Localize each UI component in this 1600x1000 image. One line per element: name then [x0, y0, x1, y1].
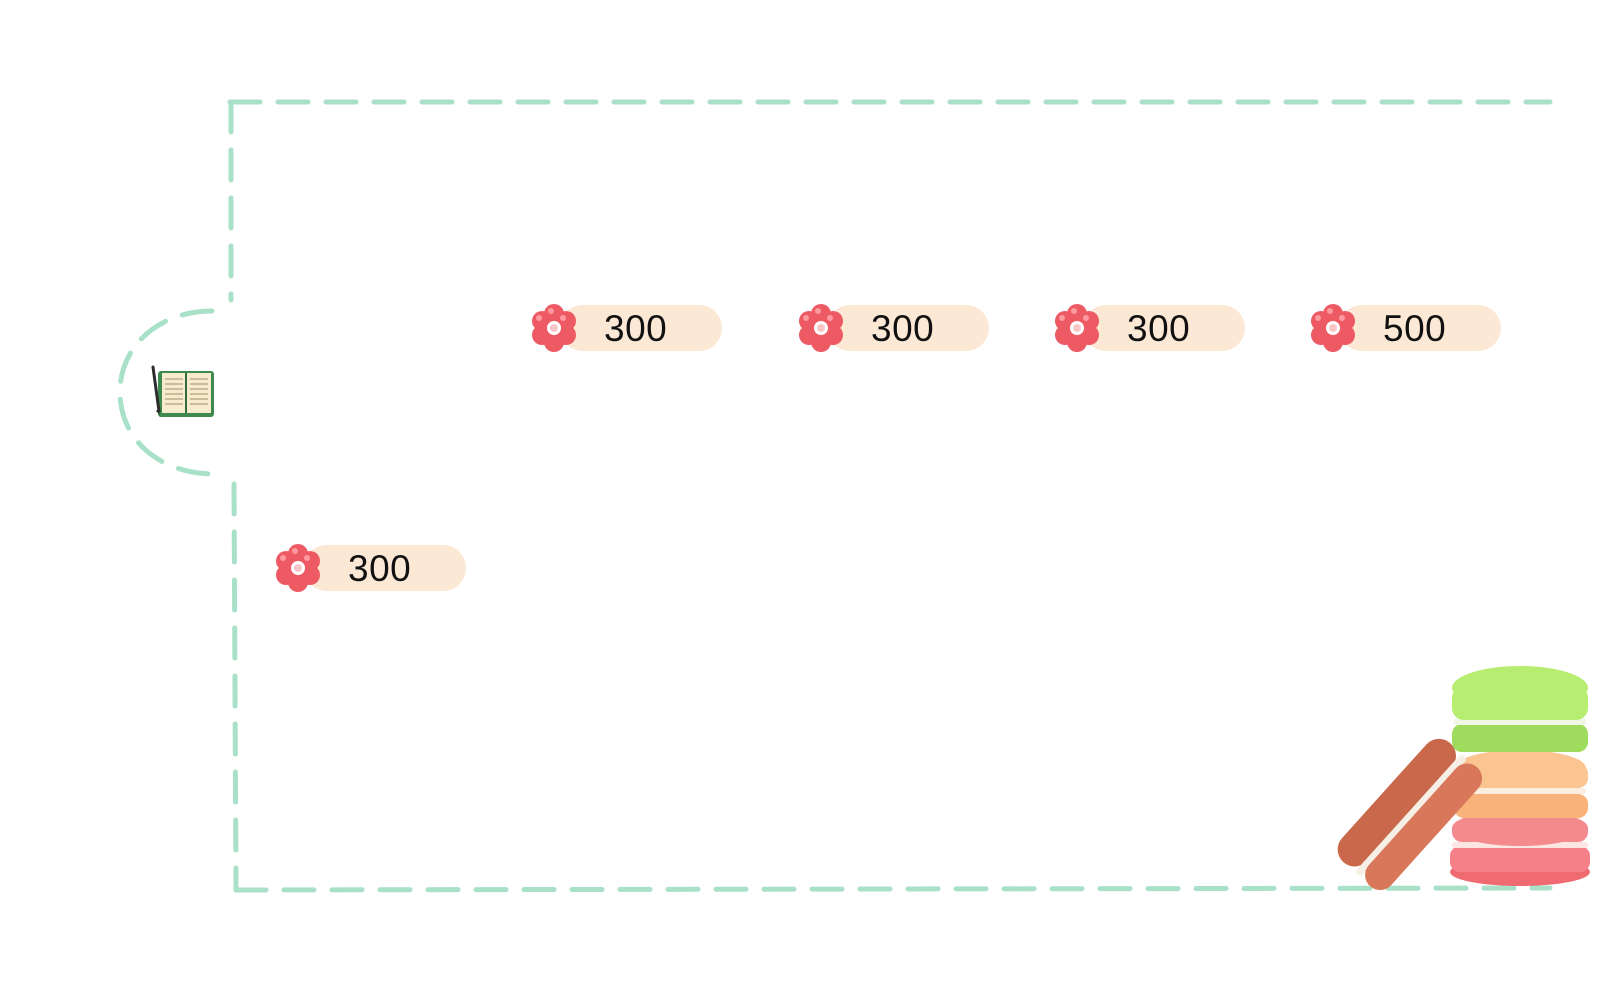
reward-node-4[interactable] — [1307, 300, 1503, 356]
flower-coin-icon — [272, 542, 324, 594]
notebook-icon — [150, 365, 218, 421]
macaron-stack-decoration — [1330, 660, 1600, 900]
flower-coin-icon — [1051, 302, 1103, 354]
reward-node-5[interactable] — [272, 540, 468, 596]
flower-coin-icon — [795, 302, 847, 354]
macaron-stack-icon — [1330, 660, 1600, 900]
reward-amount: 300 — [1127, 308, 1191, 349]
reward-amount: 500 — [1383, 308, 1447, 349]
flower-coin-icon — [528, 302, 580, 354]
notebook-button[interactable] — [150, 365, 218, 421]
flower-coin-icon — [1307, 302, 1359, 354]
reward-amount: 300 — [604, 308, 668, 349]
reward-node-3[interactable] — [1051, 300, 1247, 356]
frame-left-lower-edge — [234, 484, 236, 890]
reward-amount: 300 — [348, 548, 412, 589]
reward-node-2[interactable] — [795, 300, 991, 356]
reward-amount: 300 — [871, 308, 935, 349]
reward-node-1[interactable] — [528, 300, 724, 356]
